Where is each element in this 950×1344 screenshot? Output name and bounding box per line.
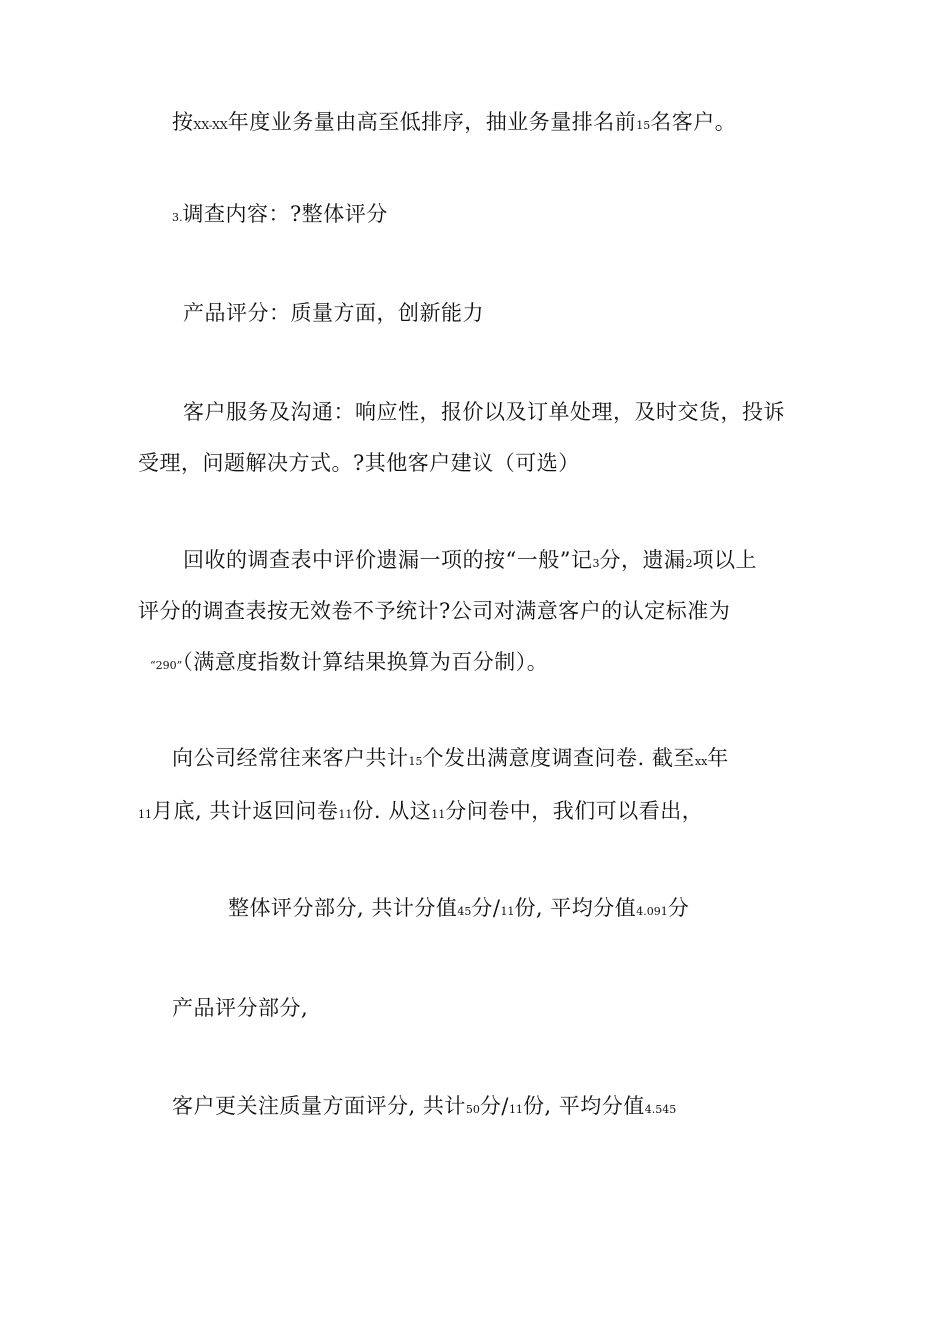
text-line — [183, 397, 785, 427]
text-line — [138, 448, 580, 478]
text-run: 调查内容：?整体评分 — [182, 202, 388, 226]
text-run: 评分的调查表按无效卷不予统计?公司对满意客户的认定标准为 — [138, 599, 731, 623]
text-run-small: 11 — [138, 808, 152, 821]
text-run-small: 11 — [508, 1103, 523, 1116]
text-run-small: 3 — [592, 557, 600, 570]
text-run-small: 2 — [685, 557, 693, 570]
text-run: 按 — [172, 110, 194, 134]
text-run: 客户服务及沟通：响应性，报价以及订单处理，及时交货，投诉 — [183, 400, 785, 424]
text-run: 份. 从这 — [352, 799, 432, 823]
text-run-small: 50 — [465, 1103, 480, 1116]
text-run-small: 3. — [172, 211, 183, 224]
text-run-small: “290” — [150, 659, 183, 672]
text-line — [150, 647, 548, 681]
text-run: 分问卷中，我们可以看出， — [445, 799, 704, 823]
text-run-small: xx — [694, 755, 708, 768]
text-run: 向公司经常往来客户共计 — [172, 746, 409, 770]
text-run: 产品评分：质量方面，创新能力 — [183, 301, 484, 325]
text-line — [172, 1091, 676, 1125]
text-run-small: 11 — [431, 808, 446, 821]
text-run: 客户更关注质量方面评分, 共计 — [172, 1094, 466, 1118]
text-run: 月底, 共计返回问卷 — [152, 799, 339, 823]
text-line — [172, 993, 308, 1023]
text-run: 年度业务量由高至低排序，抽业务量排名前 — [227, 110, 637, 134]
text-run-small: 15 — [408, 755, 423, 768]
text-run: 份, 平均分值 — [522, 1094, 645, 1118]
text-run: 受理，问题解决方式。?其他客户建议（可选） — [138, 451, 580, 475]
text-run: 份, 平均分值 — [514, 896, 637, 920]
text-run-small: 15 — [636, 119, 651, 132]
text-run: 回收的调查表中评价遗漏一项的按“一般”记 — [183, 548, 593, 572]
text-line — [172, 107, 736, 141]
text-line — [138, 596, 730, 626]
text-run: 个发出满意度调查问卷. 截至 — [422, 746, 695, 770]
text-line — [183, 545, 757, 579]
text-run-small: 11 — [338, 808, 353, 821]
text-run-small: 45 — [457, 905, 472, 918]
text-run: 项以上 — [692, 548, 757, 572]
text-run-small: 4.091 — [636, 905, 668, 918]
text-run: 整体评分部分, 共计分值 — [228, 896, 458, 920]
text-run: 分/ — [471, 896, 501, 920]
text-run: 名客户。 — [650, 110, 737, 134]
text-run-small: 11 — [500, 905, 515, 918]
text-line — [172, 743, 729, 777]
text-line — [228, 893, 689, 927]
text-run: 分/ — [479, 1094, 509, 1118]
text-run: 分，遗漏 — [599, 548, 686, 572]
text-run: 产品评分部分, — [172, 996, 309, 1020]
text-run: （满意度指数计算结果换算为百分制）。 — [182, 650, 549, 674]
text-run-small: XX-XX — [193, 119, 228, 132]
text-line — [138, 796, 703, 830]
text-line — [183, 298, 484, 328]
text-run: 分 — [667, 896, 690, 920]
text-run: 年 — [707, 746, 729, 770]
text-run-small: 4.545 — [644, 1103, 677, 1116]
text-line — [172, 199, 388, 233]
